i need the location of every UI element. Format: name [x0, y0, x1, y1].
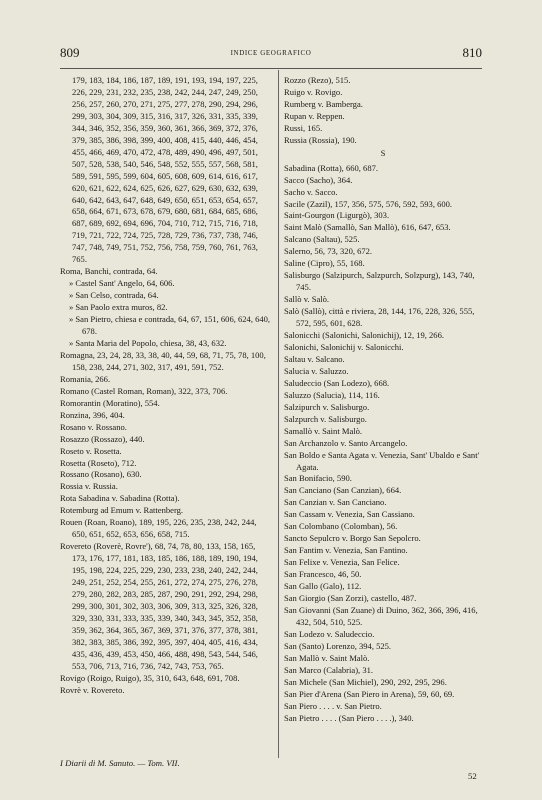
- index-entry: San Felixe v. Venezia, San Felice.: [284, 557, 400, 568]
- index-entry: San Marco (Calabria), 31.: [284, 664, 373, 675]
- index-entry: San Michele (San Michiel), 290, 292, 295, 296.: [284, 676, 447, 687]
- index-entry: Salonicchi (Salonichi, Salonichij), 12, 19, 266.: [284, 330, 444, 341]
- index-entry: Samallò v. Saint Malò.: [284, 425, 363, 436]
- index-entry: Salò (Sallò), città e riviera, 28, 144, 176, 228, 326, 555, 572, 595, 601, 628.: [284, 306, 475, 329]
- right-column: [284, 75, 482, 724]
- index-entry: Romania, 266.: [60, 373, 111, 384]
- index-entry: Roseto v. Rosetta.: [60, 445, 122, 456]
- index-entry: San Bonifacio, 590.: [284, 473, 352, 484]
- index-entry: » San Paolo extra muros, 82.: [69, 302, 168, 313]
- index-entry: Saint-Gourgon (Ligurgò), 303.: [284, 210, 390, 221]
- index-entry: Rossia v. Russia.: [60, 481, 118, 492]
- index-entry: Ronzina, 396, 404.: [60, 409, 125, 420]
- left-column: [60, 75, 272, 697]
- index-entry: Rozzo (Rezo), 515.: [284, 75, 351, 85]
- index-entry: Sallò v. Salò.: [284, 294, 330, 305]
- index-entry: Salerno, 56, 73, 320, 672.: [284, 246, 373, 257]
- index-entry: San Pier d'Arena (San Piero in Arena), 59, 60, 69.: [284, 688, 455, 699]
- index-entry: Rovrè v. Rovereto.: [60, 684, 125, 695]
- index-entry: Russi, 165.: [284, 122, 323, 133]
- index-entry: Salonichi, Salonichij v. Salonicchi.: [284, 341, 404, 352]
- index-entry: » Castel Sant' Angelo, 64, 606.: [69, 278, 175, 289]
- index-entry: Rotemburg ad Emum v. Rattenberg.: [60, 505, 184, 516]
- index-entry: San Piero . . . . v. San Pietro.: [284, 700, 382, 711]
- index-entry: Salucia v. Saluzzo.: [284, 365, 349, 376]
- index-entry: Saludeccio (San Lodezo), 668.: [284, 377, 390, 388]
- index-entry: Rossano (Rosano), 630.: [60, 469, 142, 480]
- index-entry: Roma, Banchi, contrada, 64.: [60, 266, 158, 277]
- index-entry: Ruigo v. Rovigo.: [284, 86, 343, 97]
- index-entry: Salisburgo (Salzipurch, Salzpurch, Solzpurg), 143, 740, 745.: [284, 270, 475, 293]
- index-entry: San Fantim v. Venezia, San Fantino.: [284, 545, 408, 556]
- index-entry: 179, 183, 184, 186, 187, 189, 191, 193, 194, 197, 225, 226, 229, 231, 232, 235, 238, 242, 244, 247, 249, 250, 256, 257, 260, 270, 271, 275, 277, 278, 290, 294, 296, 299, 303, 304, 309, 315, 316, 317, 326, 331, 335, 339, 344, 346, 352, 356, 359, 360, 361, 366, 369, 372, 376, 379, 385, 386, 398, 399, 400, 408, 415, 440, 446, 454, 455, 466, 469, 470, 472, 478, 489, 490, 496, 497, 501, 507, 528, 538, 540, 546, 548, 552, 555, 557, 568, 581, 589, 591, 595, 599, 604, 605, 608, 609, 614, 616, 617, 620, 621, 622, 624, 625, 626, 627, 629, 630, 632, 639, 640, 642, 643, 647, 648, 649, 650, 651, 653, 654, 657, 658, 664, 671, 673, 678, 679, 680, 681, 684, 685, 686, 687, 689, 692, 694, 696, 704, 710, 712, 715, 716, 718, 719, 721, 722, 724, 725, 728, 729, 736, 737, 738, 746, 747, 748, 749, 751, 752, 756, 758, 759, 760, 761, 763, 765.: [72, 75, 258, 265]
- index-entry: San Canciano (San Canzian), 664.: [284, 485, 402, 496]
- index-entry: Salcano (Saltau), 525.: [284, 234, 360, 245]
- index-entry: San Pietro . . . . (San Piero . . . .), 340.: [284, 712, 414, 723]
- running-title: INDICE GEOGRAFICO: [230, 49, 312, 57]
- index-entry: Rumberg v. Bamberga.: [284, 98, 363, 109]
- index-entry: Rosano v. Rossano.: [60, 421, 127, 432]
- header-rule: [60, 68, 482, 69]
- index-entry: Saint Malò (Samallò, San Mallò), 616, 647, 653.: [284, 222, 451, 233]
- index-entry: San Lodezo v. Saludeccio.: [284, 628, 375, 639]
- index-entry: Saline (Cipro), 55, 168.: [284, 258, 365, 269]
- index-entry: » San Celso, contrada, 64.: [69, 290, 159, 301]
- index-entry: Rosetta (Roseto), 712.: [60, 457, 137, 468]
- index-entry: San Cassam v. Venezia, San Cassiano.: [284, 509, 415, 520]
- footer-signature: I Diarii di M. Sanuto. — Tom. VII.: [60, 758, 180, 768]
- index-entry: Sabadina (Rotta), 660, 687.: [284, 162, 378, 173]
- index-entry: Saluzzo (Salucia), 114, 116.: [284, 389, 380, 400]
- index-entry: Rosazzo (Rossazo), 440.: [60, 433, 145, 444]
- index-entry: Rota Sabadina v. Sabadina (Rotta).: [60, 493, 180, 504]
- index-entry: Sacho v. Sacco.: [284, 186, 338, 197]
- index-entry: Sancto Sepulcro v. Borgo San Sepolcro.: [284, 533, 421, 544]
- index-entry: Rouen (Roan, Roano), 189, 195, 226, 235, 238, 242, 244, 650, 651, 652, 653, 656, 658, 715.: [60, 517, 257, 540]
- index-entry: San (Santo) Lorenzo, 394, 525.: [284, 640, 392, 651]
- index-entry: San Boldo e Santa Agata v. Venezia, Sant' Ubaldo e Sant' Agata.: [284, 449, 480, 472]
- index-entry: Romagna, 23, 24, 28, 33, 38, 40, 44, 59, 68, 71, 75, 78, 100, 158, 238, 244, 271, 302, 317, 491, 591, 752.: [60, 349, 266, 372]
- index-entry: Sacile (Zazil), 157, 356, 575, 576, 592, 593, 600.: [284, 198, 453, 209]
- index-entry: San Giorgio (San Zorzi), castello, 487.: [284, 592, 417, 603]
- index-entry: » San Pietro, chiesa e contrada, 64, 67, 151, 606, 624, 640, 678.: [69, 314, 271, 337]
- index-entry: San Archanzolo v. Santo Arcangelo.: [284, 437, 408, 448]
- index-entry: Salzpurch v. Salisburgo.: [284, 413, 367, 424]
- index-entry: San Francesco, 46, 50.: [284, 569, 362, 580]
- index-entry: Romano (Castel Roman, Roman), 322, 373, 706.: [60, 385, 228, 396]
- page-number-left: 809: [60, 45, 80, 60]
- index-entry: San Colombano (Colomban), 56.: [284, 521, 398, 532]
- index-entry: Saltau v. Salcano.: [284, 353, 345, 364]
- index-entry: Rovereto (Roverè, Rovre'), 68, 74, 78, 80, 133, 158, 165, 173, 176, 177, 181, 183, 185, 186, 188, 189, 190, 194, 195, 198, 224, 225, 229, 230, 233, 238, 240, 242, 244, 249, 251, 252, 254, 255, 261, 272, 274, 275, 276, 278, 279, 280, 282, 283, 285, 287, 290, 291, 292, 294, 298, 299, 300, 301, 302, 303, 306, 309, 313, 325, 326, 328, 329, 330, 331, 333, 335, 339, 340, 343, 345, 352, 358, 359, 362, 364, 365, 367, 369, 371, 376, 377, 378, 381, 382, 383, 385, 386, 392, 395, 397, 404, 405, 416, 434, 435, 436, 439, 453, 450, 466, 488, 498, 543, 544, 546, 553, 706, 713, 716, 736, 742, 743, 753, 765.: [60, 541, 258, 671]
- index-entry: Rupan v. Reppen.: [284, 110, 345, 121]
- index-entry: San Giovanni (San Zuane) di Duino, 362, 366, 396, 416, 432, 504, 510, 525.: [284, 604, 478, 627]
- page-number-right: 810: [462, 45, 482, 60]
- index-entry: Russia (Rossia), 190.: [284, 134, 357, 145]
- column-separator: [278, 70, 279, 758]
- section-letter: S: [380, 147, 386, 158]
- index-entry: Romorantin (Moratino), 554.: [60, 397, 160, 408]
- index-entry: Rovigo (Roigo, Ruigo), 35, 310, 643, 648, 691, 708.: [60, 672, 240, 683]
- index-entry: San Canzian v. San Canciano.: [284, 497, 387, 508]
- index-entry: Salzipurch v. Salisburgo.: [284, 401, 370, 412]
- index-entry: San Gallo (Galo), 112.: [284, 581, 362, 592]
- index-entry: » Santa Maria del Popolo, chiesa, 38, 43, 632.: [69, 337, 227, 348]
- sheet-number: 52: [468, 771, 477, 781]
- page-header: [60, 45, 482, 65]
- index-entry: San Mallò v. Saint Malò.: [284, 652, 370, 663]
- index-entry: Sacco (Sacho), 364.: [284, 174, 353, 185]
